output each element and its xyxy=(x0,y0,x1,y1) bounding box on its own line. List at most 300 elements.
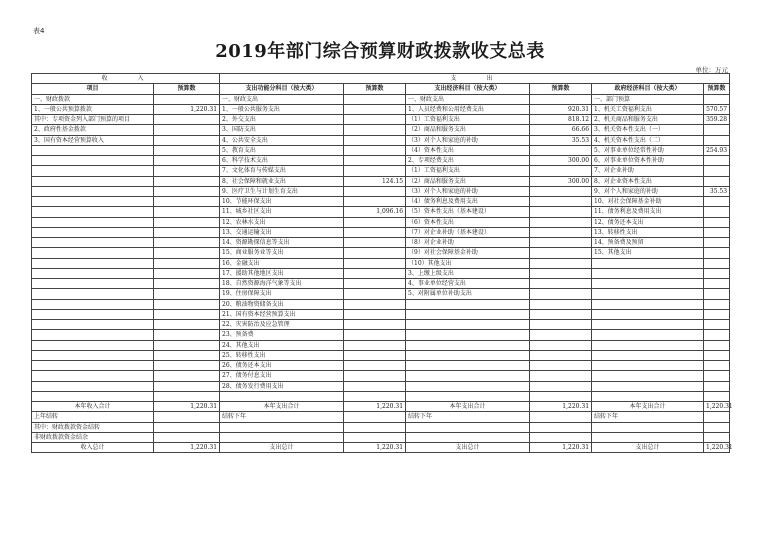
table-cell: 6、对事业单位资本性补助 xyxy=(592,156,704,166)
table-row xyxy=(32,402,730,412)
table-cell: 7、文化体育与传媒支出 xyxy=(220,166,344,176)
table-cell: （4）债务利息及费用支出 xyxy=(406,197,530,207)
table-row xyxy=(32,289,730,299)
table-cell xyxy=(32,371,154,381)
table-cell xyxy=(704,340,730,350)
table-cell xyxy=(154,391,220,401)
table-cell: 1,220.31 xyxy=(344,443,406,453)
table-cell: 一、部门预算 xyxy=(592,94,704,104)
table-cell: 24、其他支出 xyxy=(220,340,344,350)
table-cell: 9、对个人和家庭的补助 xyxy=(592,186,704,196)
table-cell: （1）工资福利支出 xyxy=(406,115,530,125)
table-cell xyxy=(344,238,406,248)
table-cell: 10、对社会保障基金补助 xyxy=(592,197,704,207)
table-row xyxy=(32,391,730,401)
table-cell xyxy=(154,361,220,371)
table-cell: （2）商品和服务支出 xyxy=(406,125,530,135)
table-cell xyxy=(154,330,220,340)
table-cell xyxy=(704,289,730,299)
table-cell: 920.31 xyxy=(530,104,592,114)
table-cell xyxy=(704,156,730,166)
table-cell xyxy=(704,422,730,432)
table-cell xyxy=(344,361,406,371)
table-cell xyxy=(592,350,704,360)
table-cell xyxy=(154,207,220,217)
table-cell: 4、事业单位经营支出 xyxy=(406,279,530,289)
table-cell: 11、城乡社区支出 xyxy=(220,207,344,217)
table-cell xyxy=(32,289,154,299)
table-row xyxy=(32,320,730,330)
table-cell xyxy=(406,350,530,360)
table-cell xyxy=(592,361,704,371)
table-cell: 2、专项经费支出 xyxy=(406,156,530,166)
table-cell xyxy=(530,258,592,268)
table-cell: 结转下年 xyxy=(220,412,344,422)
table-row xyxy=(32,217,730,227)
table-cell: 2、外交支出 xyxy=(220,115,344,125)
table-cell xyxy=(344,432,406,442)
table-cell xyxy=(344,217,406,227)
table-cell: 一、财政拨款 xyxy=(32,94,154,104)
table-cell xyxy=(344,156,406,166)
table-cell: 18、自然资源海洋气象等支出 xyxy=(220,279,344,289)
table-cell: 1,096.16 xyxy=(344,207,406,217)
table-cell xyxy=(704,330,730,340)
table-cell xyxy=(592,299,704,309)
table-cell: 1,220.31 xyxy=(154,402,220,412)
table-row xyxy=(32,238,730,248)
table-row xyxy=(32,350,730,360)
table-cell xyxy=(592,279,704,289)
table-cell xyxy=(154,258,220,268)
table-cell xyxy=(704,391,730,401)
table-cell xyxy=(32,268,154,278)
table-cell: 66.66 xyxy=(530,125,592,135)
table-cell xyxy=(406,309,530,319)
table-cell xyxy=(220,422,344,432)
table-cell xyxy=(344,391,406,401)
table-cell xyxy=(530,299,592,309)
table-row xyxy=(32,330,730,340)
table-cell xyxy=(32,197,154,207)
table-cell xyxy=(530,166,592,176)
table-cell xyxy=(592,371,704,381)
table-cell: 本年支出合计 xyxy=(592,402,704,412)
table-cell xyxy=(344,268,406,278)
table-cell: 11、债务利息及费用支出 xyxy=(592,207,704,217)
table-cell xyxy=(530,422,592,432)
table-cell xyxy=(154,217,220,227)
table-row xyxy=(32,227,730,237)
table-cell xyxy=(32,361,154,371)
table-cell: 1,220.31 xyxy=(530,402,592,412)
table-cell xyxy=(592,422,704,432)
table-cell xyxy=(530,309,592,319)
table-cell xyxy=(32,176,154,186)
table-cell: 35.53 xyxy=(704,186,730,196)
table-cell xyxy=(154,115,220,125)
table-cell xyxy=(530,412,592,422)
table-cell: 支出总计 xyxy=(406,443,530,453)
table-cell: 3、国有资本经营预算收入 xyxy=(32,135,154,145)
table-cell xyxy=(530,391,592,401)
table-row xyxy=(32,432,730,442)
table-cell: 1,220.31 xyxy=(344,402,406,412)
table-cell xyxy=(530,320,592,330)
table-cell xyxy=(344,94,406,104)
table-cell: 其中：专项资金列入部门预算的项目 xyxy=(32,115,154,125)
unit-label: 单位：万元 xyxy=(695,66,728,74)
table-cell xyxy=(32,217,154,227)
table-cell xyxy=(530,268,592,278)
table-cell xyxy=(530,207,592,217)
table-cell: 一、财政支出 xyxy=(406,94,530,104)
table-row xyxy=(32,371,730,381)
table-cell: 21、国有资本经营预算支出 xyxy=(220,309,344,319)
expense-section-header: 支 出 xyxy=(220,74,730,84)
table-cell: （4）资本性支出 xyxy=(406,145,530,155)
table-cell xyxy=(154,309,220,319)
table-cell xyxy=(704,381,730,391)
table-cell xyxy=(704,279,730,289)
table-cell xyxy=(344,350,406,360)
table-cell xyxy=(704,176,730,186)
table-cell: 7、对企业补助 xyxy=(592,166,704,176)
table-cell: 收入总计 xyxy=(32,443,154,453)
table-cell xyxy=(32,350,154,360)
table-cell xyxy=(592,391,704,401)
table-row xyxy=(32,299,730,309)
table-cell xyxy=(704,432,730,442)
table-cell xyxy=(406,391,530,401)
table-cell xyxy=(704,166,730,176)
sheet-number: 表4 xyxy=(33,27,45,35)
table-cell: 9、医疗卫生与计划生育支出 xyxy=(220,186,344,196)
table-cell: 1、机关工资福利支出 xyxy=(592,104,704,114)
table-cell xyxy=(344,381,406,391)
table-cell xyxy=(154,432,220,442)
table-cell xyxy=(704,361,730,371)
table-cell xyxy=(530,330,592,340)
table-cell xyxy=(344,309,406,319)
table-row xyxy=(32,94,730,104)
table-cell xyxy=(32,145,154,155)
table-cell xyxy=(344,197,406,207)
table-cell xyxy=(704,238,730,248)
table-cell xyxy=(220,432,344,442)
table-row xyxy=(32,135,730,145)
table-cell xyxy=(154,238,220,248)
table-row xyxy=(32,156,730,166)
table-cell xyxy=(32,391,154,401)
table-row xyxy=(32,340,730,350)
table-cell xyxy=(592,381,704,391)
table-cell xyxy=(154,350,220,360)
table-cell: 支出总计 xyxy=(220,443,344,453)
table-row xyxy=(32,381,730,391)
table-cell: 12、债务还本支出 xyxy=(592,217,704,227)
table-cell xyxy=(406,432,530,442)
table-cell: 本年支出合计 xyxy=(406,402,530,412)
table-cell xyxy=(530,361,592,371)
table-cell xyxy=(704,299,730,309)
table-cell xyxy=(154,248,220,258)
column-header: 预算数 xyxy=(530,84,592,94)
table-cell xyxy=(704,217,730,227)
table-cell xyxy=(406,422,530,432)
table-cell xyxy=(32,227,154,237)
table-cell: 本年支出合计 xyxy=(220,402,344,412)
column-header: 政府经济科目（按大类） xyxy=(592,84,704,94)
table-cell xyxy=(154,299,220,309)
table-cell: （9）对社会保障基金补助 xyxy=(406,248,530,258)
column-header: 预算数 xyxy=(704,84,730,94)
income-section-header: 收 入 xyxy=(32,74,220,84)
table-cell: 2、机关商品和服务支出 xyxy=(592,115,704,125)
table-cell xyxy=(592,320,704,330)
table-cell xyxy=(344,412,406,422)
table-cell xyxy=(344,186,406,196)
table-cell: 13、交通运输支出 xyxy=(220,227,344,237)
table-cell xyxy=(530,381,592,391)
table-cell: 35.53 xyxy=(530,135,592,145)
table-cell xyxy=(344,279,406,289)
table-cell xyxy=(154,197,220,207)
table-cell: 25、转移性支出 xyxy=(220,350,344,360)
table-cell xyxy=(32,258,154,268)
table-row xyxy=(32,361,730,371)
table-cell: （2）商品和服务支出 xyxy=(406,176,530,186)
column-header-row xyxy=(32,84,730,94)
budget-summary-table xyxy=(31,73,733,453)
table-cell: 5、对附属单位补助支出 xyxy=(406,289,530,299)
table-cell xyxy=(154,176,220,186)
table-row xyxy=(32,412,730,422)
table-row xyxy=(32,125,730,135)
table-cell: 570.57 xyxy=(704,104,730,114)
table-cell xyxy=(344,299,406,309)
table-cell xyxy=(530,238,592,248)
table-cell xyxy=(406,381,530,391)
table-cell: 6、科学技术支出 xyxy=(220,156,344,166)
table-cell: 23、预备费 xyxy=(220,330,344,340)
column-header: 支出经济科目（按大类） xyxy=(406,84,530,94)
table-cell: （3）对个人和家庭的补助 xyxy=(406,186,530,196)
table-cell xyxy=(530,227,592,237)
table-cell: 818.12 xyxy=(530,115,592,125)
table-cell xyxy=(530,340,592,350)
table-cell: 1,220.31 xyxy=(154,104,220,114)
table-cell: 15、其他支出 xyxy=(592,248,704,258)
table-cell: 1、一般公共预算拨款 xyxy=(32,104,154,114)
table-cell: 300.00 xyxy=(530,176,592,186)
table-cell xyxy=(32,330,154,340)
table-cell: 15、商业服务业等支出 xyxy=(220,248,344,258)
table-cell xyxy=(344,289,406,299)
table-row xyxy=(32,258,730,268)
table-cell xyxy=(32,340,154,350)
table-cell: 4、公共安全支出 xyxy=(220,135,344,145)
table-cell xyxy=(154,227,220,237)
table-cell xyxy=(344,258,406,268)
table-cell xyxy=(154,94,220,104)
table-cell xyxy=(344,115,406,125)
table-cell xyxy=(704,94,730,104)
table-cell: 4、机关资本性支出（二） xyxy=(592,135,704,145)
table-cell xyxy=(344,227,406,237)
table-row xyxy=(32,207,730,217)
table-cell: 2、政府性基金拨款 xyxy=(32,125,154,135)
table-cell xyxy=(32,166,154,176)
table-cell xyxy=(704,227,730,237)
table-cell: 结转下年 xyxy=(592,412,704,422)
table-cell xyxy=(154,320,220,330)
table-cell xyxy=(154,135,220,145)
table-cell xyxy=(704,207,730,217)
table-cell: 14、预备费及预留 xyxy=(592,238,704,248)
table-cell xyxy=(344,320,406,330)
table-cell: 1、人员经费和公用经费支出 xyxy=(406,104,530,114)
table-cell: 3、上缴上级支出 xyxy=(406,268,530,278)
table-cell xyxy=(344,340,406,350)
table-cell: 5、对事业单位经常性补助 xyxy=(592,145,704,155)
table-cell xyxy=(530,197,592,207)
table-cell xyxy=(530,432,592,442)
table-cell: 359.28 xyxy=(704,115,730,125)
table-cell xyxy=(32,238,154,248)
table-cell: 非财政拨款资金结余 xyxy=(32,432,154,442)
table-cell: 28、债务发行费用支出 xyxy=(220,381,344,391)
table-cell: （1）工资福利支出 xyxy=(406,166,530,176)
table-row xyxy=(32,197,730,207)
table-cell xyxy=(406,361,530,371)
table-cell xyxy=(32,156,154,166)
table-cell xyxy=(154,156,220,166)
table-cell xyxy=(344,166,406,176)
table-cell: 22、灾害防治及应急管理 xyxy=(220,320,344,330)
table-cell xyxy=(344,125,406,135)
table-cell xyxy=(344,248,406,258)
table-cell xyxy=(32,248,154,258)
table-cell: 结转下年 xyxy=(406,412,530,422)
table-cell xyxy=(344,104,406,114)
table-cell xyxy=(704,197,730,207)
table-cell xyxy=(592,309,704,319)
section-header-row xyxy=(32,74,730,84)
table-cell xyxy=(704,350,730,360)
table-cell: 8、对企业资本性支出 xyxy=(592,176,704,186)
page-title: 2019年部门综合预算财政拨款收支总表 xyxy=(215,41,545,62)
table-cell xyxy=(154,381,220,391)
table-cell xyxy=(530,289,592,299)
column-header: 项目 xyxy=(32,84,154,94)
table-cell xyxy=(592,432,704,442)
table-cell: （6）资本性支出 xyxy=(406,217,530,227)
table-row xyxy=(32,443,730,453)
table-cell: 300.00 xyxy=(530,156,592,166)
table-row xyxy=(32,176,730,186)
table-cell xyxy=(344,371,406,381)
table-cell: 一、财政支出 xyxy=(220,94,344,104)
table-cell xyxy=(592,340,704,350)
table-cell xyxy=(154,412,220,422)
table-cell xyxy=(154,125,220,135)
table-cell xyxy=(530,217,592,227)
table-cell xyxy=(154,340,220,350)
table-cell xyxy=(154,371,220,381)
table-row xyxy=(32,115,730,125)
table-cell xyxy=(592,289,704,299)
table-cell: 13、转移性支出 xyxy=(592,227,704,237)
table-row xyxy=(32,166,730,176)
table-row xyxy=(32,186,730,196)
table-cell xyxy=(530,371,592,381)
table-cell xyxy=(154,186,220,196)
table-cell: 8、社会保障和就业支出 xyxy=(220,176,344,186)
table-row xyxy=(32,104,730,114)
table-row xyxy=(32,309,730,319)
table-cell: 支出总计 xyxy=(592,443,704,453)
table-cell: 27、债务付息支出 xyxy=(220,371,344,381)
table-cell xyxy=(32,309,154,319)
table-cell: 20、粮油物资储备支出 xyxy=(220,299,344,309)
table-cell xyxy=(154,268,220,278)
table-cell: 10、节能环保支出 xyxy=(220,197,344,207)
table-cell: （5）资本性支出（基本建设） xyxy=(406,207,530,217)
table-cell: （7）对企业补助（基本建设） xyxy=(406,227,530,237)
table-cell xyxy=(406,330,530,340)
table-cell: 3、机关资本性支出（一） xyxy=(592,125,704,135)
table-cell xyxy=(344,145,406,155)
table-cell xyxy=(32,320,154,330)
table-cell xyxy=(530,94,592,104)
table-cell xyxy=(154,279,220,289)
table-cell: （8）对企业补助 xyxy=(406,238,530,248)
table-cell: 3、国防支出 xyxy=(220,125,344,135)
table-cell: 14、资源勘探信息等支出 xyxy=(220,238,344,248)
table-row xyxy=(32,422,730,432)
table-cell xyxy=(704,125,730,135)
table-cell xyxy=(704,268,730,278)
table-row xyxy=(32,248,730,258)
table-cell xyxy=(406,371,530,381)
table-cell xyxy=(704,258,730,268)
table-cell: 其中：财政拨款资金结转 xyxy=(32,422,154,432)
table-cell xyxy=(704,371,730,381)
table-cell: 26、债务还本支出 xyxy=(220,361,344,371)
table-cell: 1,220.31 xyxy=(530,443,592,453)
table-cell xyxy=(344,422,406,432)
table-cell xyxy=(32,186,154,196)
table-cell: 上年结转 xyxy=(32,412,154,422)
column-header: 预算数 xyxy=(344,84,406,94)
table-cell: 254.93 xyxy=(704,145,730,155)
table-row xyxy=(32,145,730,155)
table-cell xyxy=(592,268,704,278)
table-cell: 17、援助其他地区支出 xyxy=(220,268,344,278)
table-cell: 1,220.31 xyxy=(154,443,220,453)
table-cell xyxy=(154,166,220,176)
table-cell xyxy=(344,330,406,340)
table-cell: 16、金融支出 xyxy=(220,258,344,268)
table-cell xyxy=(530,279,592,289)
table-cell xyxy=(592,330,704,340)
table-cell xyxy=(32,299,154,309)
table-cell: 1、一般公共服务支出 xyxy=(220,104,344,114)
table-cell xyxy=(32,279,154,289)
table-cell xyxy=(220,391,344,401)
table-cell xyxy=(32,381,154,391)
